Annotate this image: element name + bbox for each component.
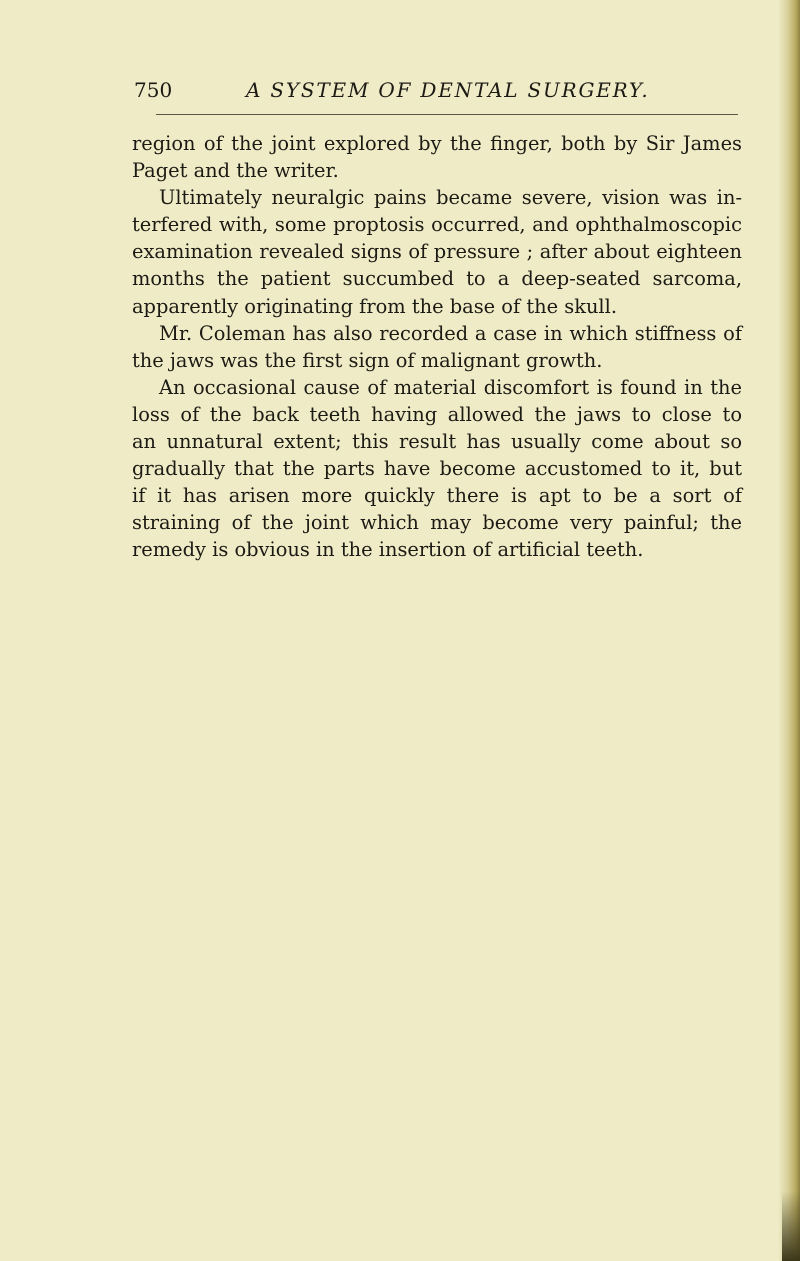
paragraph-end-line: the jaws was the first sign of malignant growth. xyxy=(132,348,603,372)
header-rule xyxy=(156,114,738,115)
text-line: months the patient succumbed to a deep-seated sarcoma, xyxy=(132,267,742,291)
body-text xyxy=(132,130,742,564)
paragraph-start-line: An occasional cause of material discomfort is found in the xyxy=(159,375,742,399)
text-line: an unnatural extent; this result has usually come about so xyxy=(132,430,742,454)
text-line: if it has arisen more quickly there is apt to be a sort of xyxy=(132,484,742,508)
text-line: examination revealed signs of pressure ; after about eighteen xyxy=(132,240,742,264)
page-number: 750 xyxy=(134,78,173,102)
page-corner-shadow xyxy=(782,1191,800,1261)
text-line: region of the joint explored by the finger, both by Sir James xyxy=(132,132,742,155)
paragraph-end-line: apparently originating from the base of the skull. xyxy=(132,294,618,318)
running-title: A SYSTEM OF DENTAL SURGERY. xyxy=(246,78,650,102)
text-line: gradually that the parts have become accustomed to it, but xyxy=(132,457,742,481)
running-head xyxy=(134,78,740,108)
paragraph-end-line: remedy is obvious in the insertion of artificial teeth. xyxy=(132,538,644,562)
text-line: straining of the joint which may become very painful; the xyxy=(132,511,742,535)
text-line: terfered with, some proptosis occurred, and ophthalmoscopic xyxy=(132,213,742,237)
text-line: loss of the back teeth having allowed the jaws to close to xyxy=(132,402,742,426)
paragraph-end-line: Paget and the writer. xyxy=(132,159,339,183)
page-edge-shadow xyxy=(778,0,800,1261)
paragraph-start-line: Ultimately neuralgic pains became severe, vision was in- xyxy=(159,186,742,210)
paragraph-start-line: Mr. Coleman has also recorded a case in which stiffness of xyxy=(159,321,742,345)
